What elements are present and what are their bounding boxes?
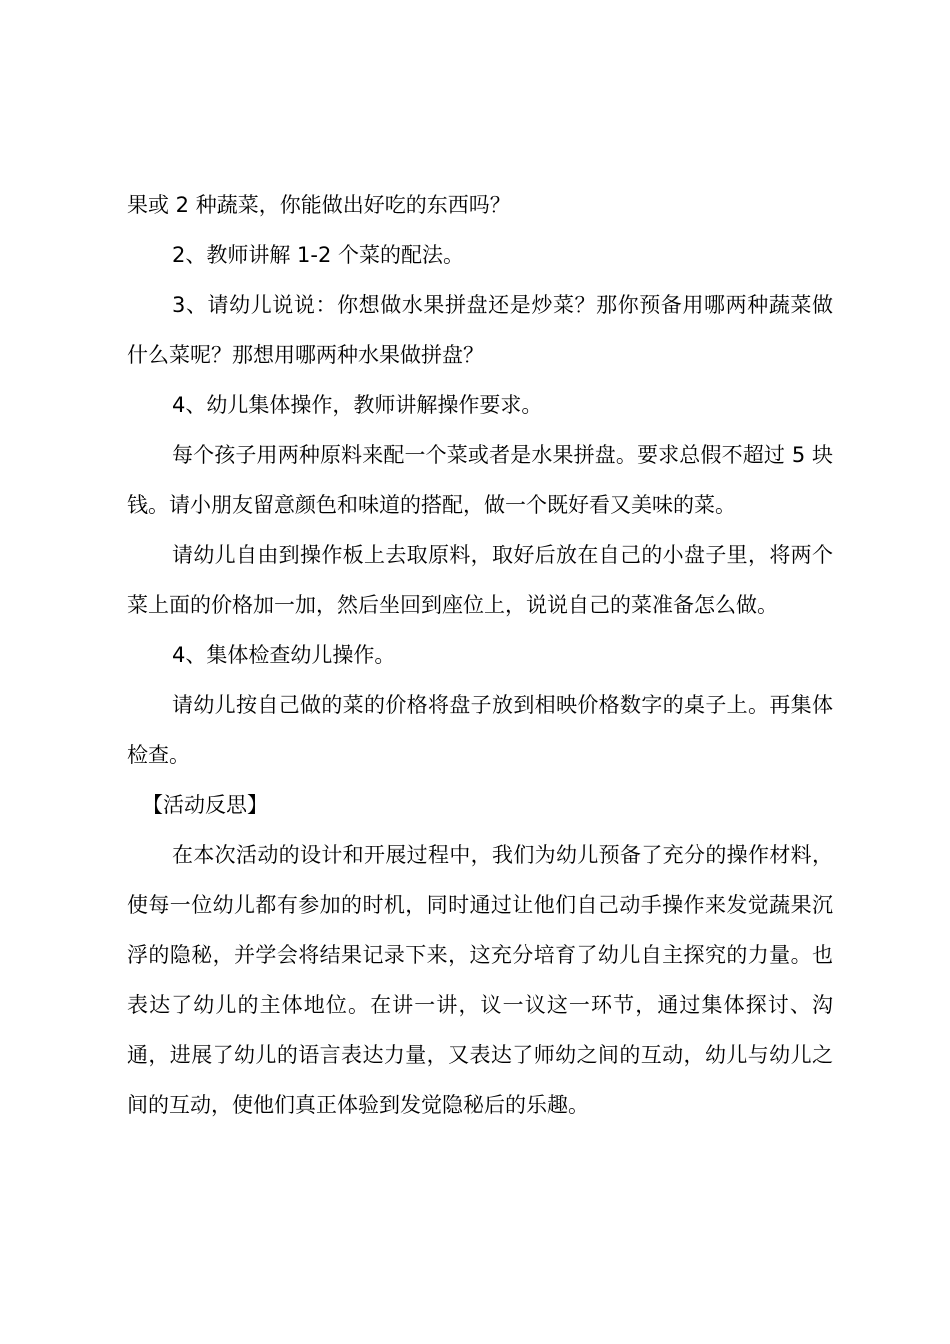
paragraph-check-detail: 请幼儿按自己做的菜的价格将盘子放到相映价格数字的桌子上。再集体检查。 (127, 693, 833, 767)
paragraph-step-check: 4、集体检查幼儿操作。 (172, 643, 396, 667)
paragraph-continuation: 果或 2 种蔬菜，你能做出好吃的东西吗？ (127, 193, 511, 217)
paragraph-requirements: 每个孩子用两种原料来配一个菜或者是水果拼盘。要求总假不超过 5 块钱。请小朋友留意颜色和味道的搭配，做一个既好看又美味的菜。 (127, 443, 833, 517)
paragraph-step-3: 3、请幼儿说说：你想做水果拼盘还是炒菜？那你预备用哪两种蔬菜做什么菜呢？那想用哪两种水果做拼盘？ (127, 293, 833, 367)
paragraph-reflection: 在本次活动的设计和开展过程中，我们为幼儿预备了充分的操作材料，使每一位幼儿都有参加的时机，同时通过让他们自己动手操作来发觉蔬果沉浮的隐秘，并学会将结果记录下来，这充分培育了幼儿自主探究的力量。也表达了幼儿的主体地位。在讲一讲，议一议这一环节，通过集体探讨、沟通，进展了幼儿的语言表达力量，又表达了师幼之间的互动，幼儿与幼儿之间的互动，使他们真正体验到发觉隐秘后的乐趣。 (127, 843, 833, 1117)
document-body (127, 180, 833, 1130)
paragraph-procedure: 请幼儿自由到操作板上去取原料，取好后放在自己的小盘子里，将两个菜上面的价格加一加，然后坐回到座位上，说说自己的菜准备怎么做。 (127, 543, 833, 617)
paragraph-step-4: 4、幼儿集体操作，教师讲解操作要求。 (172, 393, 543, 417)
section-heading-reflection: 【活动反思】 (142, 793, 268, 817)
paragraph-step-2: 2、教师讲解 1-2 个菜的配法。 (172, 243, 465, 267)
